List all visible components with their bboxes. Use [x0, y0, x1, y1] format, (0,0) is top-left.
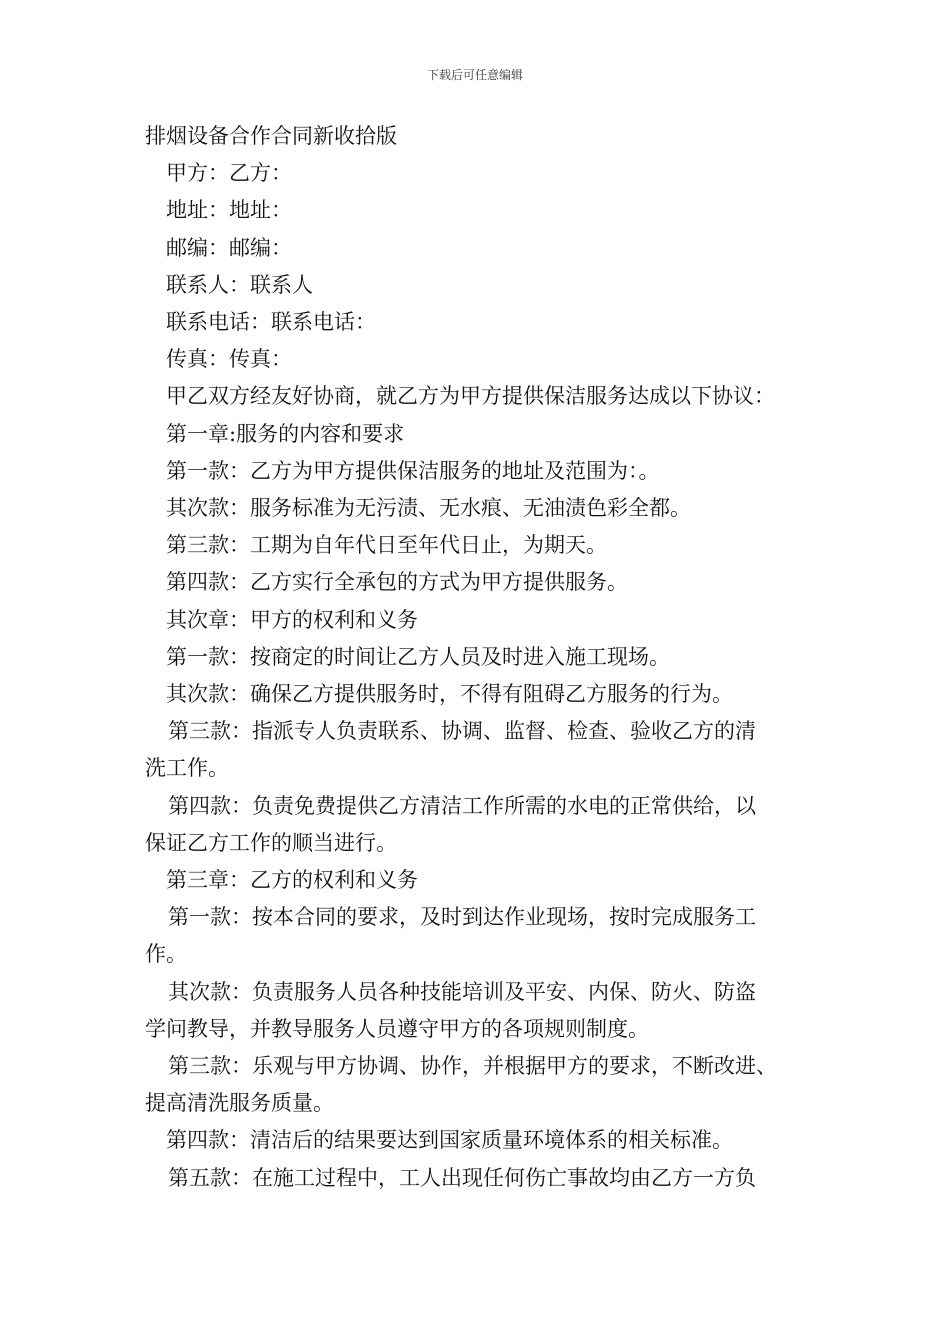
chapter-2-clause-1: 第一款：按商定的时间让乙方人员及时进入施工现场。 [166, 644, 670, 669]
chapter-1-clause-4: 第四款：乙方实行全承包的方式为甲方提供服务。 [166, 570, 628, 595]
chapter-2-clause-4-line-1: 第四款：负责免费提供乙方清洁工作所需的水电的正常供给，以 [168, 793, 756, 818]
chapter-2-clause-3-line-2: 洗工作。 [145, 756, 229, 781]
chapter-2-heading: 其次章：甲方的权利和义务 [166, 607, 418, 632]
chapter-1-clause-1: 第一款：乙方为甲方提供保洁服务的地址及范围为：。 [166, 458, 660, 483]
contact-person-line: 联系人：联系人 [166, 272, 313, 297]
document-body [145, 118, 810, 1197]
postcode-line: 邮编：邮编： [166, 235, 292, 260]
chapter-2-clause-2: 其次款：确保乙方提供服务时，不得有阻碍乙方服务的行为。 [166, 682, 733, 707]
address-line: 地址：地址： [166, 198, 292, 223]
chapter-3-clause-3-line-2: 提高清洗服务质量。 [145, 1091, 334, 1116]
chapter-3-clause-5-line-1: 第五款：在施工过程中，工人出现任何伤亡事故均由乙方一方负 [168, 1165, 756, 1190]
chapter-3-heading: 第三章：乙方的权利和义务 [166, 868, 418, 893]
chapter-1-clause-2: 其次款：服务标准为无污渍、无水痕、无油渍色彩全都。 [166, 496, 691, 521]
chapter-3-clause-3-line-1: 第三款：乐观与甲方协调、协作，并根据甲方的要求，不断改进、 [168, 1054, 777, 1079]
contact-phone-line: 联系电话：联系电话： [166, 310, 376, 335]
party-line: 甲方：乙方： [166, 161, 292, 186]
chapter-3-clause-2-line-2: 学问教导，并教导服务人员遵守甲方的各项规则制度。 [145, 1016, 649, 1041]
chapter-3-clause-1-line-1: 第一款：按本合同的要求，及时到达作业现场，按时完成服务工 [168, 905, 756, 930]
fax-line: 传真：传真： [166, 347, 292, 372]
chapter-2-clause-4-line-2: 保证乙方工作的顺当进行。 [145, 830, 397, 855]
chapter-3-clause-1-line-2: 作。 [145, 942, 187, 967]
chapter-2-clause-3-line-1: 第三款：指派专人负责联系、协调、监督、检查、验收乙方的清 [168, 719, 756, 744]
chapter-1-clause-3: 第三款：工期为自年代日至年代日止，为期天。 [166, 533, 607, 558]
agreement-intro: 甲乙双方经友好协商，就乙方为甲方提供保洁服务达成以下协议： [166, 384, 775, 409]
chapter-3-clause-2-line-1: 其次款：负责服务人员各种技能培训及平安、内保、防火、防盗 [168, 979, 756, 1004]
chapter-1-heading: 第一章:服务的内容和要求 [166, 421, 405, 446]
document-title: 排烟设备合作合同新收拾版 [145, 124, 397, 148]
header-note: 下载后可任意编辑 [426, 68, 523, 82]
chapter-3-clause-4: 第四款：清洁后的结果要达到国家质量环境体系的相关标准。 [166, 1128, 733, 1153]
